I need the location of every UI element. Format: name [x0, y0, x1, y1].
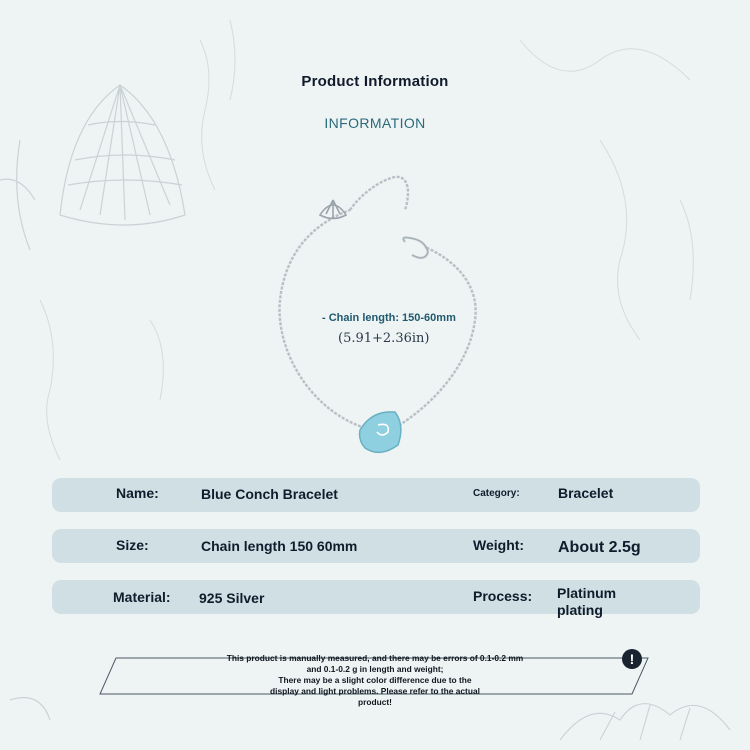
page-subtitle: INFORMATION [324, 115, 426, 131]
weight-label: Weight: [473, 537, 525, 553]
page-title: Product Information [301, 73, 449, 90]
notice-line-2: and 0.1-0.2 g in length and weight; [306, 664, 444, 674]
lobster-clasp [403, 238, 428, 258]
name-label: Name: [116, 485, 159, 501]
category-label: Category: [473, 488, 520, 499]
chain-length-label: - Chain length: 150-60mm [322, 312, 456, 324]
process-label: Process: [473, 588, 533, 604]
chain-length-inches: (5.91+2.36in) [338, 331, 430, 346]
notice-line-3: There may be a slight color difference due to the [278, 675, 472, 685]
process-value-line2: plating [557, 602, 603, 618]
shell-charm-icon [320, 200, 346, 219]
weight-value: About 2.5g [558, 539, 641, 556]
material-value: 925 Silver [199, 590, 265, 606]
notice-text [195, 653, 555, 708]
size-value: Chain length 150 60mm [201, 538, 358, 554]
exclamation-icon: ! [622, 649, 642, 669]
category-value: Bracelet [558, 485, 614, 501]
size-label: Size: [116, 537, 149, 553]
notice-line-5: product! [358, 697, 392, 707]
material-label: Material: [113, 589, 171, 605]
name-value: Blue Conch Bracelet [201, 486, 338, 502]
notice-line-4: display and light problems. Please refer to the actual [270, 686, 480, 696]
notice-line-1: This product is manually measured, and there may be errors of 0.1-0.2 mm [226, 653, 524, 663]
chain-extension [350, 177, 408, 210]
process-value-line1: Platinum [557, 585, 617, 601]
blue-conch-pendant-icon [360, 412, 401, 453]
